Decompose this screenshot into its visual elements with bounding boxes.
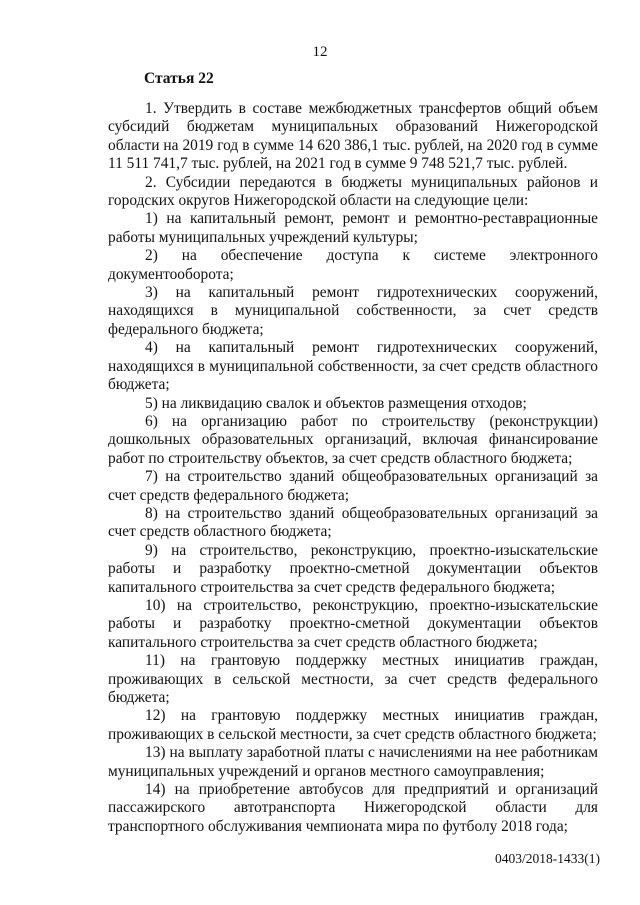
list-item: 2) на обеспечение доступа к системе электронного документооборота; bbox=[108, 247, 598, 283]
paragraph: 1. Утвердить в составе межбюджетных трансфертов общий объем субсидий бюджетам муниципальных образований Нижегородской области на 2019 год в сумме 14 620 386,1 тыс. рублей, на 2020 год в сумме 11 511 741,7 тыс. рублей, на 2021 год в сумме 9 748 521,7 тыс. рублей. bbox=[108, 100, 598, 173]
article-title: Статья 22 bbox=[144, 70, 214, 87]
document-body bbox=[108, 100, 598, 836]
list-item: 9) на строительство, реконструкцию, проектно-изыскательские работы и разработку проектно-сметной документации объектов капитального строительства за счет средств федерального бюджета; bbox=[108, 541, 598, 596]
list-item: 11) на грантовую поддержку местных инициатив граждан, проживающих в сельской местности, за счет средств федерального бюджета; bbox=[108, 652, 598, 706]
list-item: 8) на строительство зданий общеобразовательных организаций за счет средств областного бюджета; bbox=[108, 504, 598, 541]
list-item: 3) на капитальный ремонт гидротехнических сооружений, находящихся в муниципальной собственности, за счет средств федерального бюджета; bbox=[108, 284, 598, 338]
list-item: 13) на выплату заработной платы с начислениями на нее работникам муниципальных учреждений и органов местного самоуправления; bbox=[108, 744, 598, 780]
paragraph: 2. Субсидии передаются в бюджеты муниципальных районов и городских округов Нижегородской области на следующие цели: bbox=[108, 173, 598, 210]
list-item: 5) на ликвидацию свалок и объектов размещения отходов; bbox=[145, 394, 527, 412]
list-item: 6) на организацию работ по строительству (реконструкции) дошкольных образовательных организаций, включая финансирование работ по строительству объектов, за счет средств областного бюджета; bbox=[108, 412, 598, 467]
list-item: 12) на грантовую поддержку местных инициатив граждан, проживающих в сельской местности, за счет средств областного бюджета; bbox=[108, 707, 598, 743]
list-item: 7) на строительство зданий общеобразовательных организаций за счет средств федерального бюджета; bbox=[108, 468, 598, 504]
list-item: 10) на строительство, реконструкцию, проектно-изыскательские работы и разработку проектно-сметной документации объектов капитального строительства за счет средств областного бюджета; bbox=[108, 596, 598, 651]
page-number: 12 bbox=[312, 44, 328, 60]
document-code: 0403/2018-1433(1) bbox=[495, 851, 600, 866]
list-item: 1) на капитальный ремонт, ремонт и ремонтно-реставрационные работы муниципальных учреждений культуры; bbox=[108, 210, 598, 246]
list-item: 4) на капитальный ремонт гидротехнических сооружений, находящихся в муниципальной собственности, за счет средств областного бюджета; bbox=[108, 339, 598, 394]
list-item: 14) на приобретение автобусов для предприятий и организаций пассажирского автотранспорта Нижегородской области для транспортного обслуживания чемпионата мира по футболу 2018 года; bbox=[108, 781, 598, 835]
